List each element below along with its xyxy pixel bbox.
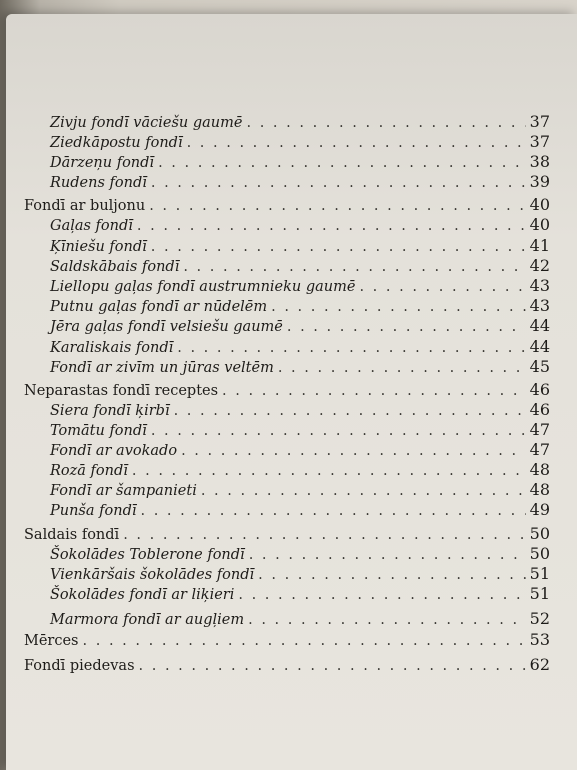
dot-leader: [287, 319, 526, 335]
toc-page-number: 41: [529, 236, 550, 255]
toc-page-number: 45: [529, 357, 550, 376]
toc-entry-title: Rudens fondī: [50, 175, 147, 191]
toc-entry: [50, 296, 550, 315]
toc-entry: [50, 316, 550, 335]
toc-page-number: 43: [529, 296, 550, 315]
toc-entry-title: Rozā fondī: [50, 463, 128, 479]
dot-leader: [132, 463, 526, 479]
toc-page-number: 40: [529, 215, 550, 234]
dot-leader: [140, 503, 525, 519]
toc-page-number: 47: [529, 420, 550, 439]
toc-page-number: 52: [529, 609, 550, 628]
toc-entry-title: Saldskābais fondī: [50, 259, 180, 275]
toc-entry: [50, 544, 550, 563]
dot-leader: [258, 567, 525, 583]
toc-entry: [50, 112, 550, 131]
toc-page-number: 39: [529, 172, 550, 191]
dot-leader: [151, 423, 526, 439]
toc-entry: [50, 256, 550, 275]
toc-entry: [50, 276, 550, 295]
toc-entry: [50, 609, 550, 628]
toc-entry: [50, 215, 550, 234]
dot-leader: [177, 340, 525, 356]
toc-page-number: 47: [529, 440, 550, 459]
dot-leader: [187, 135, 526, 151]
toc-entry: [50, 400, 550, 419]
dot-leader: [149, 198, 525, 214]
toc-entry-title: Fondī ar šampanieti: [50, 483, 197, 499]
dot-leader: [181, 443, 526, 459]
dot-leader: [249, 547, 526, 563]
toc-entry: [50, 236, 550, 255]
dot-leader: [183, 259, 525, 275]
dot-leader: [151, 175, 526, 191]
toc-entry-title: Šokolādes fondī ar liķieri: [50, 587, 235, 603]
toc-entry-title: Fondī ar zivīm un jūras veltēm: [50, 360, 274, 376]
toc-entry-title: Saldais fondī: [24, 527, 120, 543]
toc-entry: [50, 440, 550, 459]
toc-entry-title: Fondī piedevas: [24, 658, 135, 674]
toc-entry: [50, 357, 550, 376]
toc-entry-title: Siera fondī ķirbī: [50, 403, 170, 419]
toc-entry-title: Marmora fondī ar augļiem: [50, 612, 245, 628]
toc-page-number: 62: [529, 655, 550, 674]
dot-leader: [83, 633, 526, 649]
toc-page-number: 48: [529, 460, 550, 479]
toc-entry-title: Mērces: [24, 633, 79, 649]
toc-page-number: 37: [529, 132, 550, 151]
toc-page-number: 46: [529, 380, 550, 399]
toc-page-number: 51: [529, 564, 550, 583]
toc-entry: [50, 480, 550, 499]
toc-entry-title: Liellopu gaļas fondī austrumnieku gaumē: [50, 279, 356, 295]
dot-leader: [151, 239, 526, 255]
toc-entry-title: Dārzeņu fondī: [50, 155, 155, 171]
dot-leader: [359, 279, 525, 295]
dot-leader: [158, 155, 526, 171]
dot-leader: [174, 403, 526, 419]
toc-entry-title: Jēra gaļas fondī velsiešu gaumē: [50, 319, 283, 335]
dot-leader: [222, 383, 526, 399]
toc-entry-title: Neparastas fondī receptes: [24, 383, 219, 399]
toc-entry-title: Ziedkāpostu fondī: [50, 135, 183, 151]
toc-page-number: 42: [529, 256, 550, 275]
toc-page-number: 44: [529, 316, 550, 335]
toc-entry-title: Vienkāršais šokolādes fondī: [50, 567, 255, 583]
toc-page-number: 50: [529, 524, 550, 543]
toc-entry: [50, 460, 550, 479]
toc-entry-title: Karaliskais fondī: [50, 340, 174, 356]
toc-entry: [50, 500, 550, 519]
toc-entry-title: Tomātu fondī: [50, 423, 147, 439]
toc-page-number: 50: [529, 544, 550, 563]
dot-leader: [246, 115, 525, 131]
toc-page-number: 51: [529, 584, 550, 603]
toc-page-number: 43: [529, 276, 550, 295]
toc-entry: [24, 195, 550, 214]
dot-leader: [123, 527, 525, 543]
dot-leader: [139, 658, 526, 674]
toc-page-number: 38: [529, 152, 550, 171]
toc-page-number: 44: [529, 337, 550, 356]
toc-page-number: 37: [529, 112, 550, 131]
dot-leader: [201, 483, 526, 499]
dot-leader: [248, 612, 526, 628]
toc-entry: [50, 564, 550, 583]
toc-entry-title: Gaļas fondī: [50, 218, 133, 234]
toc-entry: [50, 584, 550, 603]
toc-entry: [50, 420, 550, 439]
dot-leader: [278, 360, 526, 376]
toc-entry: [50, 132, 550, 151]
toc-entry-title: Putnu gaļas fondī ar nūdelēm: [50, 299, 268, 315]
toc-entry: [24, 380, 550, 399]
toc-entry: [24, 630, 550, 649]
toc-page-number: 40: [529, 195, 550, 214]
toc-entry-title: Fondī ar avokado: [50, 443, 178, 459]
toc-entry: [24, 655, 550, 674]
toc-entry: [24, 524, 550, 543]
toc-page-number: 46: [529, 400, 550, 419]
toc-entry: [50, 152, 550, 171]
toc-entry: [50, 337, 550, 356]
toc-page-number: 49: [529, 500, 550, 519]
toc-page-number: 48: [529, 480, 550, 499]
toc-entry: [50, 172, 550, 191]
toc-entry-title: Fondī ar buljonu: [24, 198, 146, 214]
toc-entry-title: Šokolādes Toblerone fondī: [50, 547, 245, 563]
dot-leader: [238, 587, 525, 603]
dot-leader: [271, 299, 526, 315]
toc-entry-title: Punša fondī: [50, 503, 137, 519]
dot-leader: [137, 218, 526, 234]
toc-entry-title: Zivju fondī vāciešu gaumē: [50, 115, 243, 131]
toc-page-number: 53: [529, 630, 550, 649]
toc-entry-title: Ķīniešu fondī: [50, 239, 147, 255]
